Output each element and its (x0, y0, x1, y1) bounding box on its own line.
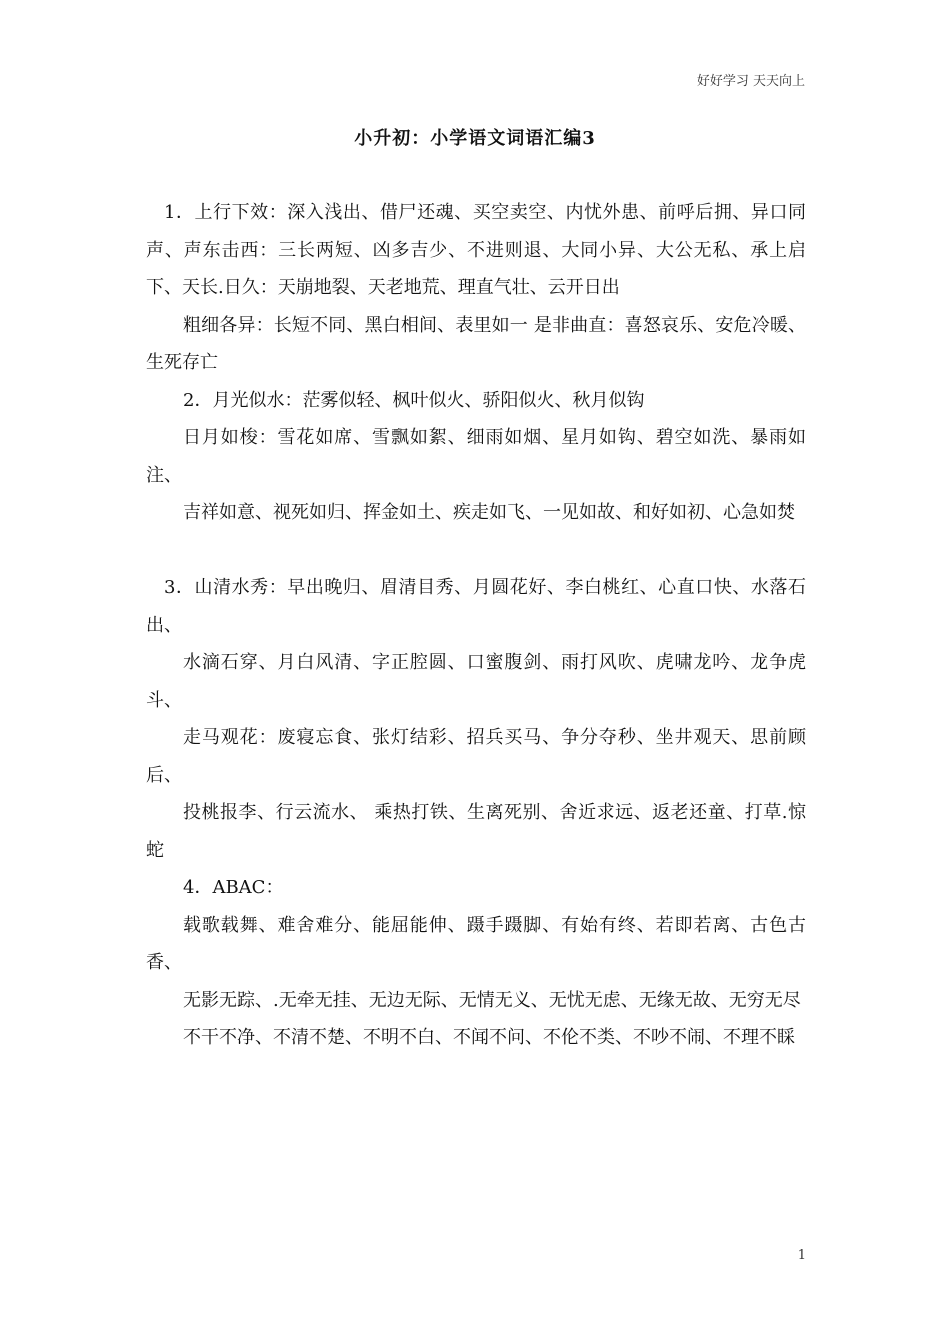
header-motto: 好好学习 天天向上 (696, 74, 805, 89)
paragraph-12: 无影无踪、.无牵无挂、无边无际、无情无义、无忧无虑、无缘无故、无穷无尽 (183, 989, 801, 1011)
paragraph-13: 不干不净、不清不楚、不明不白、不闻不问、不伦不类、不吵不闹、不理不睬 (183, 1027, 795, 1048)
document-title: 小升初：小学语文词语汇编3 (354, 128, 596, 149)
paragraph-6: 3．山清水秀：早出晚归、眉清目秀、月圆花好、李白桃红、心直口快、水落石出、 (146, 577, 806, 636)
paragraph-3: 2．月光似水：茫雾似轻、枫叶似火、骄阳似火、秋月似钩 (183, 389, 645, 411)
paragraph-1: 1．上行下效：深入浅出、借尸还魂、买空卖空、内忧外患、前呼后拥、异口同声、声东击西：三长两短、凶多吉少、不进则退、大同小异、大公无私、承上启下、天长.日久：天崩地裂、天老地荒、理直气壮、云开日出 (146, 202, 806, 298)
paragraph-7: 水滴石穿、月白风清、字正腔圆、口蜜腹剑、雨打风吹、虎啸龙吟、龙争虎斗、 (146, 652, 806, 711)
paragraph-10: 4．ABAC： (183, 877, 284, 898)
paragraph-9: 投桃报李、行云流水、 乘热打铁、生离死别、舍近求远、返老还童、打草.惊蛇 (146, 802, 806, 861)
paragraph-11: 载歌载舞、难舍难分、能屈能伸、蹑手蹑脚、有始有终、若即若离、古色古香、 (146, 914, 806, 973)
page-number: 1 (797, 1248, 806, 1263)
paragraph-5: 吉祥如意、视死如归、挥金如土、疾走如飞、一见如故、和好如初、心急如焚 (183, 502, 795, 523)
document-body (146, 194, 806, 1057)
paragraph-4: 日月如梭：雪花如席、雪飘如絮、细雨如烟、星月如钩、碧空如洗、暴雨如注、 (146, 427, 806, 486)
paragraph-2: 粗细各异：长短不同、黑白相间、表里如一 是非曲直：喜怒哀乐、安危冷暖、生死存亡 (146, 314, 806, 373)
paragraph-8: 走马观花：废寝忘食、张灯结彩、招兵买马、争分夺秒、坐井观天、思前顾后、 (146, 727, 806, 786)
blank-line (146, 532, 806, 570)
